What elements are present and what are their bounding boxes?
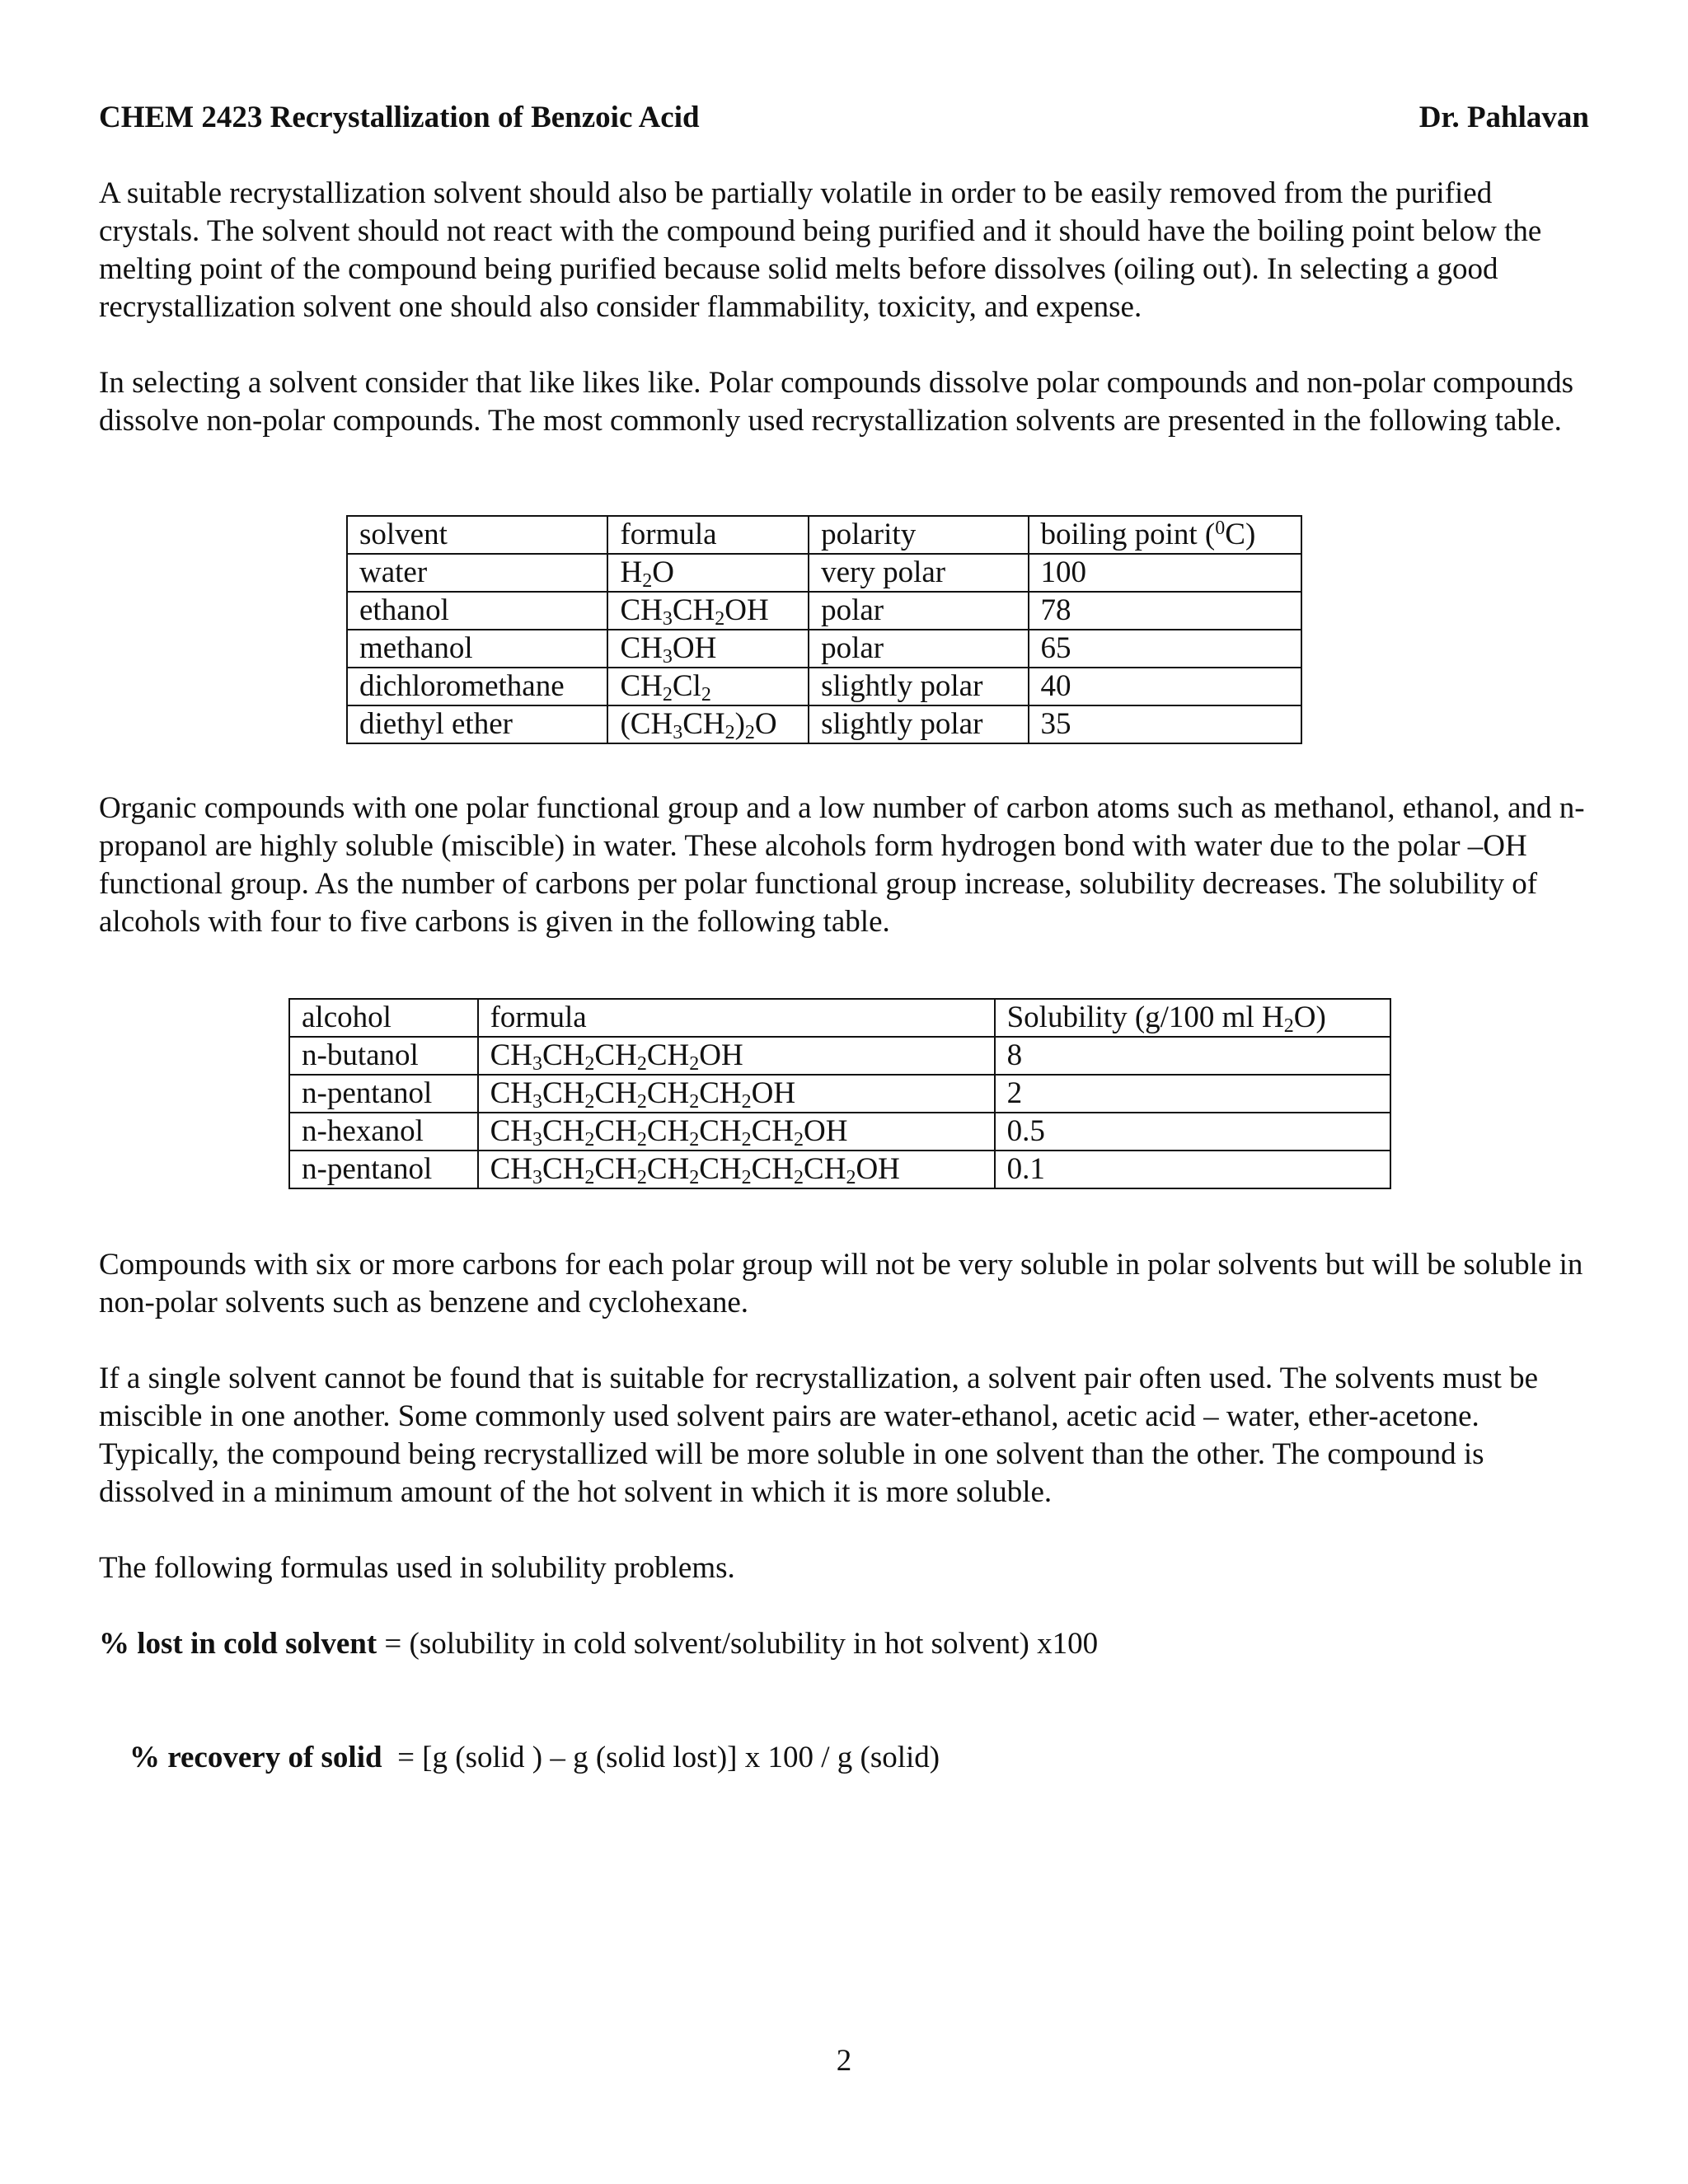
solubility-cell: 0.1 <box>995 1151 1390 1188</box>
formula-label: % lost in cold solvent <box>99 1627 377 1661</box>
table-header-row <box>289 999 1390 1037</box>
polarity-cell: polar <box>809 630 1028 668</box>
formula-cell: $CH_3CH_2CH_2CH_2CH_2CH_2CH_2OH$ <box>478 1151 995 1188</box>
formula-expression: = [g (solid ) – g (solid lost)] x 100 / g (solid) <box>382 1741 940 1774</box>
solubility-cell: 0.5 <box>995 1113 1390 1151</box>
header-cell: polarity <box>809 516 1028 554</box>
paragraph-solvent-pair: If a single solvent cannot be found that is suitable for recrystallization, a solvent pair often used. The solvents must be miscible in one another. Some commonly used solvent pairs are water-ethanol, acetic acid – water, ether-acetone. Typically, the compound being recrystallized will be more soluble in one solvent than the other. The compound is dissolved in a minimum amount of the hot solvent in which it is more soluble. <box>99 1361 1539 1509</box>
formula-cell: $CH_3CH_2OH$ <box>607 592 809 630</box>
polarity-cell: slightly polar <box>809 705 1028 743</box>
formula-cell: $CH_3CH_2CH_2CH_2CH_2CH_2OH$ <box>478 1113 995 1151</box>
polarity-cell: polar <box>809 592 1028 630</box>
table-row <box>289 1037 1390 1075</box>
formula-cell: $(CH_3CH_2)_2O$ <box>607 705 809 743</box>
table-row <box>289 1151 1390 1188</box>
header-cell: alcohol <box>289 999 478 1037</box>
formula-percent-recovery <box>99 1701 1591 1815</box>
header-cell: solvent <box>347 516 607 554</box>
boiling-point-cell: 65 <box>1029 630 1301 668</box>
formula-cell: $CH_3CH_2CH_2CH_2CH_2OH$ <box>478 1075 995 1113</box>
header-cell: Solubility (g/100 ml $H_2O$) <box>995 999 1390 1037</box>
formula-cell: $H_2O$ <box>607 554 809 592</box>
formula-cell: $CH_2Cl_2$ <box>607 668 809 705</box>
solvents-table <box>346 515 1302 744</box>
header-cell: boiling point ($^0$C) <box>1029 516 1301 554</box>
solubility-cell: 8 <box>995 1037 1390 1075</box>
table-row <box>347 630 1301 668</box>
paragraph-six-carbons: Compounds with six or more carbons for each polar group will not be very soluble in polar solvents but will be soluble in non-polar solvents such as benzene and cyclohexane. <box>99 1248 1583 1319</box>
formula-cell: $CH_3CH_2CH_2CH_2OH$ <box>478 1037 995 1075</box>
alcohol-name-cell: n-butanol <box>289 1037 478 1075</box>
alcohol-name-cell: n-pentanol <box>289 1075 478 1113</box>
boiling-point-cell: 100 <box>1029 554 1301 592</box>
paragraph-alcohol-solubility: Organic compounds with one polar functional group and a low number of carbon atoms such as methanol, ethanol, and n-propanol are highly soluble (miscible) in water. These alcohols form hydrogen bond with water due to the polar –OH functional group. As the number of carbons per polar functional group increase, solubility decreases. The solubility of alcohols with four to five carbons is given in the following table. <box>99 791 1585 939</box>
alcohol-name-cell: n-pentanol <box>289 1151 478 1188</box>
paragraph-formulas-intro: The following formulas used in solubility problems. <box>99 1551 735 1585</box>
solubility-cell: 2 <box>995 1075 1390 1113</box>
boiling-point-cell: 78 <box>1029 592 1301 630</box>
polarity-cell: slightly polar <box>809 668 1028 705</box>
solvent-name-cell: methanol <box>347 630 607 668</box>
table-row <box>347 554 1301 592</box>
alcohols-table <box>288 998 1391 1189</box>
page-header <box>99 97 1589 147</box>
boiling-point-cell: 35 <box>1029 705 1301 743</box>
table-row <box>347 668 1301 705</box>
solvent-name-cell: water <box>347 554 607 592</box>
formula-cell: $CH_3OH$ <box>607 630 809 668</box>
paragraph-solvent-volatility: A suitable recrystallization solvent should also be partially volatile in order to be easily removed from the purified crystals. The solvent should not react with the compound being purified and it should have the boiling point below the melting point of the compound being purified because solid melts before dissolves (oiling out). In selecting a good recrystallization solvent one should also consider flammability, toxicity, and expense. <box>99 176 1542 324</box>
solvent-name-cell: dichloromethane <box>347 668 607 705</box>
boiling-point-cell: 40 <box>1029 668 1301 705</box>
paragraph-like-dissolves-like: In selecting a solvent consider that like likes like. Polar compounds dissolve polar compounds and non-polar compounds dissolve non-polar compounds. The most commonly used recrystallization solvents are presented in the following table. <box>99 366 1574 438</box>
course-title: CHEM 2423 Recrystallization of Benzoic Acid <box>99 101 700 134</box>
polarity-cell: very polar <box>809 554 1028 592</box>
page-number: 2 <box>836 2044 852 2078</box>
instructor-name: Dr. Pahlavan <box>1418 101 1589 134</box>
formula-label: % recovery of solid <box>129 1741 382 1774</box>
solvent-name-cell: diethyl ether <box>347 705 607 743</box>
solvent-name-cell: ethanol <box>347 592 607 630</box>
table-header-row <box>347 516 1301 554</box>
alcohol-name-cell: n-hexanol <box>289 1113 478 1151</box>
table-row <box>289 1113 1390 1151</box>
formula-percent-lost <box>99 1625 1591 1663</box>
table-row <box>347 705 1301 743</box>
table-row <box>289 1075 1390 1113</box>
formula-expression: = (solubility in cold solvent/solubility in hot solvent) x100 <box>377 1627 1099 1661</box>
header-cell: formula <box>607 516 809 554</box>
header-cell: formula <box>478 999 995 1037</box>
table-row <box>347 592 1301 630</box>
